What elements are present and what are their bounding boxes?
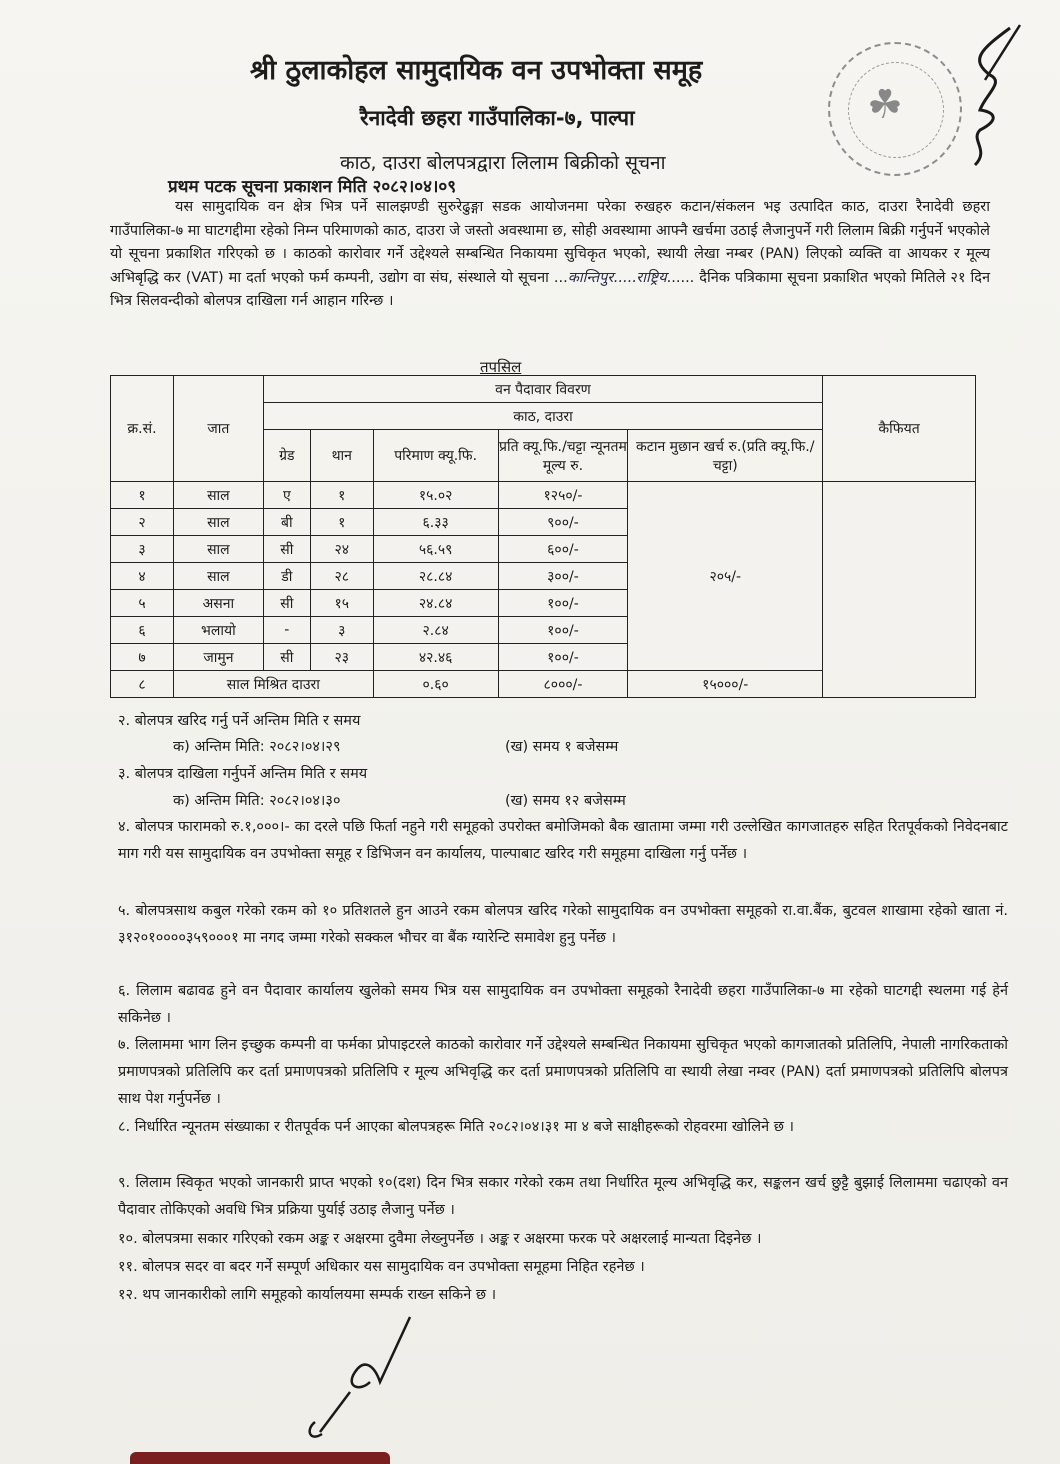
condition-6: ६. लिलाम बढावढ हुने वन पैदावार कार्यालय खुलेको समय भित्र यस सामुदायिक वन उपभोक्ता समूहको रैनादेवी छहरा गाउँपालिका-७ मा रहेको घाटगद्दी स्थलमा गई हेर्न सकिनेछ ।	[118, 983, 1008, 1026]
cell-volume: ०.६०	[373, 671, 498, 698]
condition-2-time: (ख) समय १ बजेसम्म	[505, 739, 619, 755]
cell-sn: ५	[111, 590, 174, 617]
handwritten-newspaper-names: कान्तिपुर.....राष्ट्रिय	[567, 269, 667, 286]
condition-2: २. बोलपत्र खरिद गर्नु पर्ने अन्तिम मिति र समय	[118, 713, 361, 729]
cell-species: साल	[173, 482, 263, 509]
header-species: जात	[173, 376, 263, 482]
cell-volume: २.८४	[373, 617, 498, 644]
cell-grade: -	[263, 617, 310, 644]
cell-sn: १	[111, 482, 174, 509]
cell-species: साल	[173, 536, 263, 563]
cell-volume: ६.३३	[373, 509, 498, 536]
header-sn: क्र.सं.	[111, 376, 174, 482]
cell-cutting-cost-merged: २०५/-	[628, 482, 823, 671]
condition-8: ८. निर्धारित न्यूनतम संख्याका र रीतपूर्वक पर्न आएका बोलपत्रहरू मिति २०८२।०४।३१ मा ४ बजे साक्षीहरूको रोहवरमा खोलिने छ ।	[118, 1119, 794, 1135]
cell-species: जामुन	[173, 644, 263, 671]
cell-species: असना	[173, 590, 263, 617]
red-edge	[130, 1452, 390, 1464]
cell-min-price: ९००/-	[498, 509, 628, 536]
header-than: थान	[310, 430, 373, 482]
intro-text-2: ...... दैनिक पत्रिकामा सूचना प्रकाशित भएको मितिले २१ दिन भित्र सिलवन्दीको बोलपत्र दाखिला गर्न आहान गरिन्छ ।	[110, 269, 990, 309]
cell-volume: ५६.५९	[373, 536, 498, 563]
signature-bottom	[300, 1312, 430, 1442]
intro-paragraph	[110, 196, 990, 314]
cell-species: भलायो	[173, 617, 263, 644]
header-remarks: कैफियत	[823, 376, 976, 482]
cell-sn: ३	[111, 536, 174, 563]
cell-grade: सी	[263, 590, 310, 617]
cell-cutting-cost: १५०००/-	[628, 671, 823, 698]
publication-date: प्रथम पटक सूचना प्रकाशन मिति २०८२।०४।०९	[168, 177, 457, 197]
official-stamp	[828, 42, 962, 176]
table-caption: तपसिल	[480, 358, 522, 376]
header-subgroup: काठ, दाउरा	[263, 403, 822, 430]
condition-3: ३. बोलपत्र दाखिला गर्नुपर्ने अन्तिम मिति र समय	[118, 766, 368, 782]
cell-min-price: १२५०/-	[498, 482, 628, 509]
cell-grade: सी	[263, 644, 310, 671]
cell-min-price: ८०००/-	[498, 671, 628, 698]
cell-sn: ४	[111, 563, 174, 590]
condition-12: १२. थप जानकारीको लागि समूहको कार्यालयमा सम्पर्क राख्न सकिने छ ।	[118, 1287, 497, 1303]
forest-products-table	[110, 375, 976, 698]
cell-volume: १५.०२	[373, 482, 498, 509]
signature-top-right	[950, 20, 1040, 170]
header-grade: ग्रेड	[263, 430, 310, 482]
org-address: रैनादेवी छहरा गाउँपालिका-७, पाल्पा	[360, 106, 635, 130]
condition-9: ९. लिलाम स्विकृत भएको जानकारी प्राप्त भएको १०(दश) दिन भित्र सकार गरेको रकम तथा निर्धारित मूल्य अभिवृद्धि कर, सङ्कलन खर्च छुट्टै बुझाई लिलाममा चढाएको वन पैदावार तोकिएको अवधि भित्र प्रक्रिया पुर्याई उठाइ लैजानु पर्नेछ ।	[118, 1175, 1008, 1218]
cell-grade: ए	[263, 482, 310, 509]
cell-than: २३	[310, 644, 373, 671]
cell-volume: २८.८४	[373, 563, 498, 590]
cell-species: साल मिश्रित दाउरा	[173, 671, 373, 698]
tree-emblem-icon: ☘	[867, 82, 903, 128]
condition-3-date: क) अन्तिम मिति: २०८२।०४।३०	[173, 793, 341, 809]
cell-min-price: ६००/-	[498, 536, 628, 563]
cell-grade: डी	[263, 563, 310, 590]
cell-than: १५	[310, 590, 373, 617]
cell-volume: ४२.४६	[373, 644, 498, 671]
header-row-1	[111, 376, 976, 403]
notice-title: काठ, दाउरा बोलपत्रद्वारा लिलाम बिक्रीको सूचना	[340, 152, 666, 174]
condition-3-time: (ख) समय १२ बजेसम्म	[505, 793, 626, 809]
cell-volume: २४.८४	[373, 590, 498, 617]
cell-than: २४	[310, 536, 373, 563]
cell-species: साल	[173, 563, 263, 590]
cell-min-price: ३००/-	[498, 563, 628, 590]
cell-than: ३	[310, 617, 373, 644]
cell-min-price: १००/-	[498, 617, 628, 644]
cell-grade: सी	[263, 536, 310, 563]
cell-than: २८	[310, 563, 373, 590]
header-min-price: प्रति क्यू.फि./चट्टा न्यूनतम मूल्य रु.	[498, 430, 628, 482]
cell-sn: ८	[111, 671, 174, 698]
cell-sn: ७	[111, 644, 174, 671]
header-volume: परिमाण क्यू.फि.	[373, 430, 498, 482]
cell-than: १	[310, 482, 373, 509]
cell-species: साल	[173, 509, 263, 536]
cell-remarks	[823, 482, 976, 698]
cell-sn: २	[111, 509, 174, 536]
header-group: वन पैदावार विवरण	[263, 376, 822, 403]
cell-grade: बी	[263, 509, 310, 536]
condition-2-date: क) अन्तिम मिति: २०८२।०४।२९	[173, 739, 341, 755]
org-name: श्री ठुलाकोहल सामुदायिक वन उपभोक्ता समूह	[250, 55, 703, 86]
cell-than: १	[310, 509, 373, 536]
condition-5: ५. बोलपत्रसाथ कबुल गरेको रकम को १० प्रतिशतले हुन आउने रकम बोलपत्र खरिद गरेको सामुदायिक वन उपभोक्ता समूहको रा.वा.बैंक, बुटवल शाखामा रहेको खाता नं. ३१२०१००००३५९०००१ मा नगद जम्मा गरेको सक्कल भौचर वा बैंक ग्यारेन्टि समावेश हुनु पर्नेछ ।	[118, 903, 1008, 946]
condition-10: १०. बोलपत्रमा सकार गरिएको रकम अङ्क र अक्षरमा दुवैमा लेख्नुपर्नेछ । अङ्क र अक्षरमा फरक परे अक्षरलाई मान्यता दिइनेछ ।	[118, 1231, 762, 1247]
intro-text-1: यस सामुदायिक वन क्षेत्र भित्र पर्ने सालझण्डी सुरुरेढुङ्गा सडक आयोजनमा परेका रुखहरु कटान/संकलन भइ उत्पादित काठ, दाउरा रैनादेवी छहरा गाउँपालिका-७ मा घाटगद्दीमा रहेको निम्न परिमाणको काठ, दाउरा जे जस्तो अवस्थामा छ, सोही अवस्थामा आफ्नै खर्चमा उठाई लैजानुपर्ने गरी लिलाम बिक्री गर्नुपर्ने भएकोले यो सूचना प्रकाशित गरिएको छ । काठको कारोवार गर्ने उद्देश्यले सम्बन्धित निकायमा सुचिकृत भएको, स्थायी लेखा नम्बर (PAN) लिएको व्यक्ति वा आयकर र मूल्य अभिबृद्धि कर (VAT) मा दर्ता भएको फर्म कम्पनी, उद्योग वा संघ, संस्थाले यो सूचना ...	[110, 199, 990, 286]
table-row	[111, 482, 976, 509]
cell-sn: ६	[111, 617, 174, 644]
condition-4: ४. बोलपत्र फारामको रु.१,०००।- का दरले पछि फिर्ता नहुने गरी समूहको उपरोक्त बमोजिमको बैक खातामा जम्मा गरी उल्लेखित कागजातहरु सहित रितपूर्वकको निवेदनबाट माग गरी यस सामुदायिक वन उपभोक्ता समूह र डिभिजन वन कार्यालय, पाल्पाबाट खरिद गरी समूहमा दाखिला गर्नु पर्नेछ ।	[118, 819, 1008, 862]
cell-min-price: १००/-	[498, 590, 628, 617]
condition-11: ११. बोलपत्र सदर वा बदर गर्ने सम्पूर्ण अधिकार यस सामुदायिक वन उपभोक्ता समूहमा निहित रहनेछ ।	[118, 1259, 645, 1275]
cell-min-price: १००/-	[498, 644, 628, 671]
condition-7: ७. लिलाममा भाग लिन इच्छुक कम्पनी वा फर्मका प्रोपाइटरले काठको कारोवार गर्ने उद्देश्यले सम्बन्धित निकायमा सुचिकृत भएको कागजातको प्रतिलिपि, नेपाली नागरिकताको प्रमाणपत्रको प्रतिलिपि कर दर्ता प्रमाणपत्रको प्रतिलिपि र मूल्य अभिवृद्धि कर दर्ता प्रमाणपत्रको प्रतिलिपि वा स्थायी लेखा नम्वर (PAN) दर्ता प्रमाणपत्रको प्रतिलिपि बोलपत्र साथ पेश गर्नुपर्नेछ ।	[118, 1037, 1008, 1107]
header-cutting-cost: कटान मुछान खर्च रु.(प्रति क्यू.फि./चट्टा)	[628, 430, 823, 482]
